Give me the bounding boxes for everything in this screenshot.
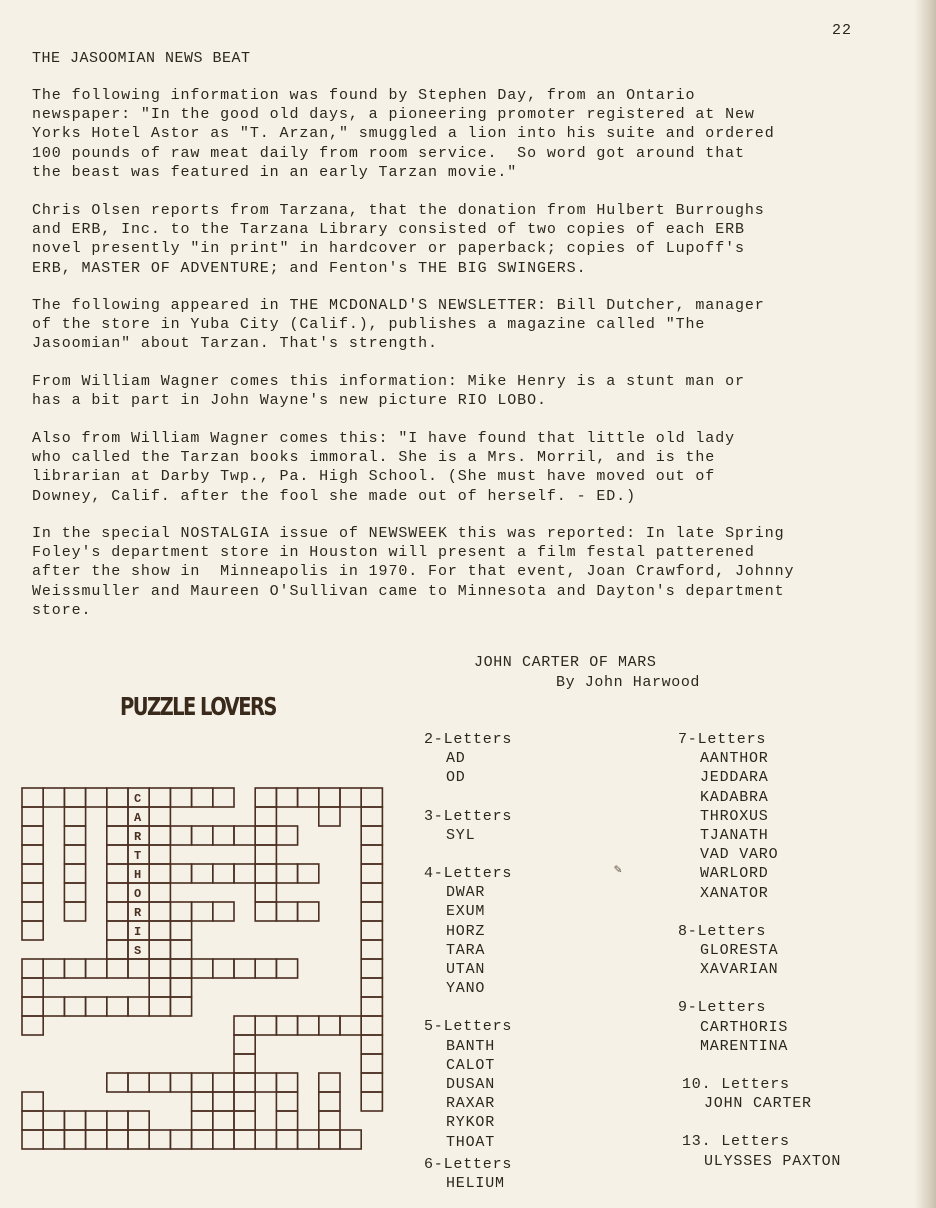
word-item: EXUM bbox=[446, 903, 486, 921]
crossword-cell bbox=[107, 959, 128, 978]
crossword-cell bbox=[22, 997, 43, 1016]
crossword-cell bbox=[192, 864, 213, 883]
crossword-cell bbox=[86, 788, 107, 807]
word-group-header: 6-Letters bbox=[424, 1155, 513, 1173]
word-group-header: 13. Letters bbox=[682, 1133, 790, 1151]
word-group-header: 8-Letters bbox=[678, 922, 767, 940]
crossword-cell bbox=[64, 807, 85, 826]
crossword-cell bbox=[107, 864, 128, 883]
crossword-letter: T bbox=[134, 849, 142, 863]
crossword-cell bbox=[107, 1130, 128, 1149]
word-group-header: 5-Letters bbox=[424, 1018, 513, 1036]
word-item: TARA bbox=[446, 941, 486, 959]
word-item: AD bbox=[446, 750, 466, 768]
crossword-cell bbox=[149, 959, 170, 978]
crossword-cell bbox=[192, 1092, 213, 1111]
crossword-cell bbox=[43, 959, 64, 978]
crossword-cell bbox=[319, 788, 340, 807]
crossword-cell bbox=[170, 997, 191, 1016]
news-paragraph: Also from William Wagner comes this: "I have found that little old lady who called the Tarzan books immoral. She is a Mrs. Morril, and is the librarian at Darby Twp., Pa. High School. (She must have moved out of Downey, Calif. after the fool she made out of herself. - ED.) bbox=[32, 430, 736, 505]
page-number: 22 bbox=[832, 22, 853, 39]
crossword-cell bbox=[192, 1073, 213, 1092]
word-item: YANO bbox=[446, 980, 486, 998]
crossword-cell bbox=[361, 1035, 382, 1054]
crossword-cell bbox=[64, 845, 85, 864]
crossword-cell bbox=[128, 902, 149, 921]
crossword-cell bbox=[319, 1073, 340, 1092]
crossword-cell bbox=[22, 1111, 43, 1130]
crossword-cell bbox=[213, 1092, 234, 1111]
word-group bbox=[678, 998, 841, 1056]
stray-ink-mark: ✎ bbox=[614, 862, 622, 877]
crossword-cell bbox=[298, 902, 319, 921]
crossword-cell bbox=[64, 902, 85, 921]
crossword-cell bbox=[107, 1073, 128, 1092]
word-item: HELIUM bbox=[446, 1175, 505, 1193]
crossword-cell bbox=[128, 864, 149, 883]
crossword-cell bbox=[22, 1016, 43, 1035]
crossword-cell bbox=[255, 1073, 276, 1092]
crossword-cell bbox=[86, 1130, 107, 1149]
crossword-cell bbox=[276, 788, 297, 807]
word-item: DUSAN bbox=[446, 1076, 496, 1094]
crossword-cell bbox=[170, 940, 191, 959]
crossword-cell bbox=[149, 788, 170, 807]
crossword-cell bbox=[192, 788, 213, 807]
crossword-cell bbox=[64, 1130, 85, 1149]
crossword-cell bbox=[255, 883, 276, 902]
crossword-cell bbox=[255, 788, 276, 807]
crossword-cell bbox=[149, 902, 170, 921]
crossword-letter: A bbox=[134, 811, 142, 825]
crossword-cell bbox=[213, 902, 234, 921]
word-item: GLORESTA bbox=[700, 942, 779, 960]
word-item: THOAT bbox=[446, 1133, 496, 1151]
crossword-letter: C bbox=[134, 792, 142, 806]
crossword-cell bbox=[298, 788, 319, 807]
crossword-cell bbox=[149, 807, 170, 826]
word-item: SYL bbox=[446, 826, 476, 844]
crossword-cell bbox=[22, 845, 43, 864]
crossword-cell bbox=[319, 1092, 340, 1111]
crossword-cell bbox=[149, 1130, 170, 1149]
crossword-cell bbox=[361, 997, 382, 1016]
word-group bbox=[678, 922, 841, 980]
crossword-cell bbox=[255, 902, 276, 921]
crossword-cell bbox=[192, 1111, 213, 1130]
crossword-cell bbox=[361, 788, 382, 807]
word-item: CALOT bbox=[446, 1056, 496, 1074]
crossword-cell bbox=[234, 1111, 255, 1130]
crossword-cell bbox=[107, 921, 128, 940]
word-item: HORZ bbox=[446, 922, 486, 940]
crossword-cell bbox=[64, 826, 85, 845]
crossword-cell bbox=[255, 1016, 276, 1035]
word-item: ULYSSES PAXTON bbox=[704, 1152, 842, 1170]
crossword-cell bbox=[149, 940, 170, 959]
crossword-cell bbox=[64, 788, 85, 807]
crossword-cell bbox=[255, 959, 276, 978]
crossword-cell bbox=[128, 826, 149, 845]
word-group bbox=[678, 1132, 841, 1170]
word-group bbox=[424, 730, 512, 788]
crossword-cell bbox=[234, 959, 255, 978]
crossword-cell bbox=[170, 826, 191, 845]
crossword-cell bbox=[128, 959, 149, 978]
crossword-cell bbox=[43, 997, 64, 1016]
crossword-cell bbox=[107, 940, 128, 959]
crossword-cell bbox=[340, 1130, 361, 1149]
crossword-cell bbox=[149, 826, 170, 845]
crossword-cell bbox=[149, 864, 170, 883]
crossword-cell bbox=[276, 1016, 297, 1035]
crossword-cell bbox=[361, 1016, 382, 1035]
crossword-cell bbox=[192, 902, 213, 921]
crossword-cell bbox=[128, 940, 149, 959]
word-group bbox=[678, 730, 841, 903]
crossword-cell bbox=[107, 826, 128, 845]
crossword-letter: R bbox=[134, 830, 142, 844]
word-item: UTAN bbox=[446, 961, 486, 979]
crossword-cell bbox=[213, 1111, 234, 1130]
news-paragraph: Chris Olsen reports from Tarzana, that the donation from Hulbert Burroughs and ERB, Inc. to the Tarzana Library consisted of two copies of each ERB novel presently "in print" in hardcover or paperback; copies of Lupoff's ERB, MASTER OF ADVENTURE; and Fenton's THE BIG SWINGERS. bbox=[32, 202, 765, 277]
crossword-cell bbox=[128, 1111, 149, 1130]
crossword-cell bbox=[107, 845, 128, 864]
crossword-cell bbox=[22, 1092, 43, 1111]
news-paragraph: From William Wagner comes this information: Mike Henry is a stunt man or has a bit part in John Wayne's new picture RIO LOBO. bbox=[32, 373, 745, 410]
crossword-cell bbox=[86, 1111, 107, 1130]
crossword-cell bbox=[361, 921, 382, 940]
crossword-cell bbox=[255, 864, 276, 883]
crossword-cell bbox=[22, 883, 43, 902]
crossword-cell bbox=[22, 864, 43, 883]
crossword-cell bbox=[170, 1073, 191, 1092]
crossword-cell bbox=[255, 1130, 276, 1149]
word-item: XANATOR bbox=[700, 884, 769, 902]
crossword-cell bbox=[213, 959, 234, 978]
crossword-cell bbox=[170, 788, 191, 807]
crossword-cell bbox=[86, 997, 107, 1016]
crossword-cell bbox=[213, 1073, 234, 1092]
crossword-cell bbox=[22, 788, 43, 807]
crossword-cell bbox=[192, 1130, 213, 1149]
crossword-cell bbox=[149, 921, 170, 940]
crossword-cell bbox=[22, 959, 43, 978]
word-list-right bbox=[678, 730, 841, 1171]
crossword-cell bbox=[64, 1111, 85, 1130]
crossword-cell bbox=[319, 807, 340, 826]
news-paragraph: The following information was found by Stephen Day, from an Ontario newspaper: "In the good old days, a pioneering promoter registered at New Yorks Hotel Astor as "T. Arzan," smuggled a lion into his suite and ordered 100 pounds of raw meat daily from room service. So word got around that the beast was featured in an early Tarzan movie." bbox=[32, 87, 775, 181]
crossword-cell bbox=[255, 826, 276, 845]
crossword-cell bbox=[361, 1054, 382, 1073]
crossword-cell bbox=[64, 883, 85, 902]
word-item: RYKOR bbox=[446, 1114, 496, 1132]
crossword-cell bbox=[107, 788, 128, 807]
crossword-cell bbox=[234, 1016, 255, 1035]
word-item: MARENTINA bbox=[700, 1037, 789, 1055]
puzzle-author: By John Harwood bbox=[556, 674, 701, 691]
crossword-cell bbox=[361, 978, 382, 997]
crossword-cell bbox=[149, 883, 170, 902]
crossword-cell bbox=[213, 1130, 234, 1149]
crossword-cell bbox=[192, 959, 213, 978]
word-item: WARLORD bbox=[700, 865, 769, 883]
word-item: JOHN CARTER bbox=[704, 1095, 812, 1113]
crossword-cell bbox=[107, 902, 128, 921]
crossword-cell bbox=[64, 959, 85, 978]
crossword-cell bbox=[276, 826, 297, 845]
crossword-cell bbox=[86, 959, 107, 978]
crossword-cell bbox=[128, 997, 149, 1016]
crossword-cell bbox=[107, 883, 128, 902]
word-group bbox=[678, 1075, 841, 1113]
word-item: THROXUS bbox=[700, 807, 769, 825]
crossword-cell bbox=[276, 902, 297, 921]
puzzle-title: JOHN CARTER OF MARS bbox=[474, 654, 657, 671]
crossword-cell bbox=[255, 845, 276, 864]
crossword-cell bbox=[149, 845, 170, 864]
crossword-cell bbox=[43, 1111, 64, 1130]
crossword-cell bbox=[64, 997, 85, 1016]
crossword-cell bbox=[149, 1073, 170, 1092]
crossword-cell bbox=[43, 1130, 64, 1149]
word-item: KADABRA bbox=[700, 788, 769, 806]
crossword-cell bbox=[170, 864, 191, 883]
crossword-cell bbox=[361, 1092, 382, 1111]
crossword-cell bbox=[276, 1092, 297, 1111]
section-heading: THE JASOOMIAN NEWS BEAT bbox=[32, 50, 251, 67]
word-group bbox=[424, 807, 512, 845]
word-group bbox=[424, 864, 512, 998]
crossword-cell bbox=[128, 788, 149, 807]
word-group bbox=[424, 1017, 512, 1151]
word-group-header: 2-Letters bbox=[424, 731, 513, 748]
crossword-cell bbox=[22, 826, 43, 845]
crossword-cell bbox=[128, 883, 149, 902]
word-group-header: 7-Letters bbox=[678, 731, 767, 748]
word-item: OD bbox=[446, 769, 466, 787]
word-item: RAXAR bbox=[446, 1095, 496, 1113]
crossword-cell bbox=[276, 959, 297, 978]
crossword-cell bbox=[361, 845, 382, 864]
crossword-letter: I bbox=[134, 925, 142, 939]
crossword-cell bbox=[319, 1016, 340, 1035]
word-item: CARTHORIS bbox=[700, 1018, 789, 1036]
crossword-cell bbox=[170, 959, 191, 978]
crossword-cell bbox=[64, 864, 85, 883]
word-item: BANTH bbox=[446, 1037, 496, 1055]
news-paragraph: The following appeared in THE MCDONALD'S NEWSLETTER: Bill Dutcher, manager of the store in Yuba City (Calif.), publishes a magazine called "The Jasoomian" about Tarzan. That's strength. bbox=[32, 297, 765, 353]
crossword-cell bbox=[361, 959, 382, 978]
crossword-cell bbox=[170, 1130, 191, 1149]
crossword-cell bbox=[361, 940, 382, 959]
word-item: JEDDARA bbox=[700, 769, 769, 787]
word-group-header: 10. Letters bbox=[682, 1076, 790, 1094]
crossword-cell bbox=[22, 921, 43, 940]
crossword-cell bbox=[128, 921, 149, 940]
crossword-cell bbox=[22, 978, 43, 997]
crossword-cell bbox=[361, 1073, 382, 1092]
crossword-cell bbox=[107, 1111, 128, 1130]
crossword-cell bbox=[234, 1130, 255, 1149]
crossword-cell bbox=[361, 826, 382, 845]
crossword-cell bbox=[276, 1073, 297, 1092]
crossword-cell bbox=[22, 1130, 43, 1149]
puzzle-lovers-logo: PUZZLE LOVERS bbox=[120, 692, 276, 721]
crossword-cell bbox=[22, 902, 43, 921]
crossword-cell bbox=[128, 845, 149, 864]
word-item: TJANATH bbox=[700, 827, 769, 845]
crossword-cell bbox=[43, 788, 64, 807]
crossword-cell bbox=[298, 864, 319, 883]
crossword-cell bbox=[319, 1130, 340, 1149]
crossword-cell bbox=[319, 1111, 340, 1130]
crossword-cell bbox=[234, 1035, 255, 1054]
word-group-header: 3-Letters bbox=[424, 807, 513, 825]
crossword-cell bbox=[234, 1092, 255, 1111]
crossword-cell bbox=[361, 902, 382, 921]
word-group bbox=[424, 1155, 512, 1193]
crossword-cell bbox=[22, 807, 43, 826]
word-item: VAD VARO bbox=[700, 846, 779, 864]
crossword-cell bbox=[298, 1130, 319, 1149]
word-item: XAVARIAN bbox=[700, 961, 779, 979]
crossword-cell bbox=[107, 807, 128, 826]
word-item: AANTHOR bbox=[700, 750, 769, 768]
crossword-cell bbox=[128, 807, 149, 826]
crossword-cell bbox=[149, 978, 170, 997]
crossword-cell bbox=[234, 1054, 255, 1073]
crossword-cell bbox=[234, 826, 255, 845]
crossword-cell bbox=[361, 883, 382, 902]
crossword-cell bbox=[213, 788, 234, 807]
crossword-cell bbox=[276, 864, 297, 883]
crossword-cell bbox=[213, 826, 234, 845]
crossword-cell bbox=[170, 921, 191, 940]
crossword-cell bbox=[361, 864, 382, 883]
crossword-cell bbox=[128, 1130, 149, 1149]
word-list-left bbox=[424, 730, 512, 1193]
crossword-letter: O bbox=[134, 887, 142, 901]
crossword-cell bbox=[192, 826, 213, 845]
news-paragraph: In the special NOSTALGIA issue of NEWSWEEK this was reported: In late Spring Foley's department store in Houston will present a film festal patterened after the show in Minneapolis in 1970. For that event, Joan Crawford, Johnny Weissmuller and Maureen O'Sullivan came to Minnesota and Dayton's department store. bbox=[32, 525, 795, 619]
word-group-header: 4-Letters bbox=[424, 865, 513, 883]
crossword-cell bbox=[213, 864, 234, 883]
crossword-cell bbox=[276, 1111, 297, 1130]
crossword-letter: S bbox=[134, 944, 142, 958]
crossword-cell bbox=[170, 978, 191, 997]
crossword-cell bbox=[361, 807, 382, 826]
crossword-letter: R bbox=[134, 906, 142, 920]
crossword-cell bbox=[276, 1130, 297, 1149]
crossword-cell bbox=[107, 997, 128, 1016]
crossword-cell bbox=[170, 902, 191, 921]
crossword-cell bbox=[298, 1016, 319, 1035]
word-item: DWAR bbox=[446, 884, 486, 902]
crossword-cell bbox=[234, 864, 255, 883]
word-group-header: 9-Letters bbox=[678, 999, 767, 1017]
crossword-cell bbox=[149, 997, 170, 1016]
crossword-cell bbox=[234, 1073, 255, 1092]
crossword-cell bbox=[340, 1016, 361, 1035]
crossword-cell bbox=[128, 1073, 149, 1092]
crossword-cell bbox=[340, 788, 361, 807]
crossword-letter: H bbox=[134, 868, 142, 882]
crossword-cell bbox=[255, 807, 276, 826]
